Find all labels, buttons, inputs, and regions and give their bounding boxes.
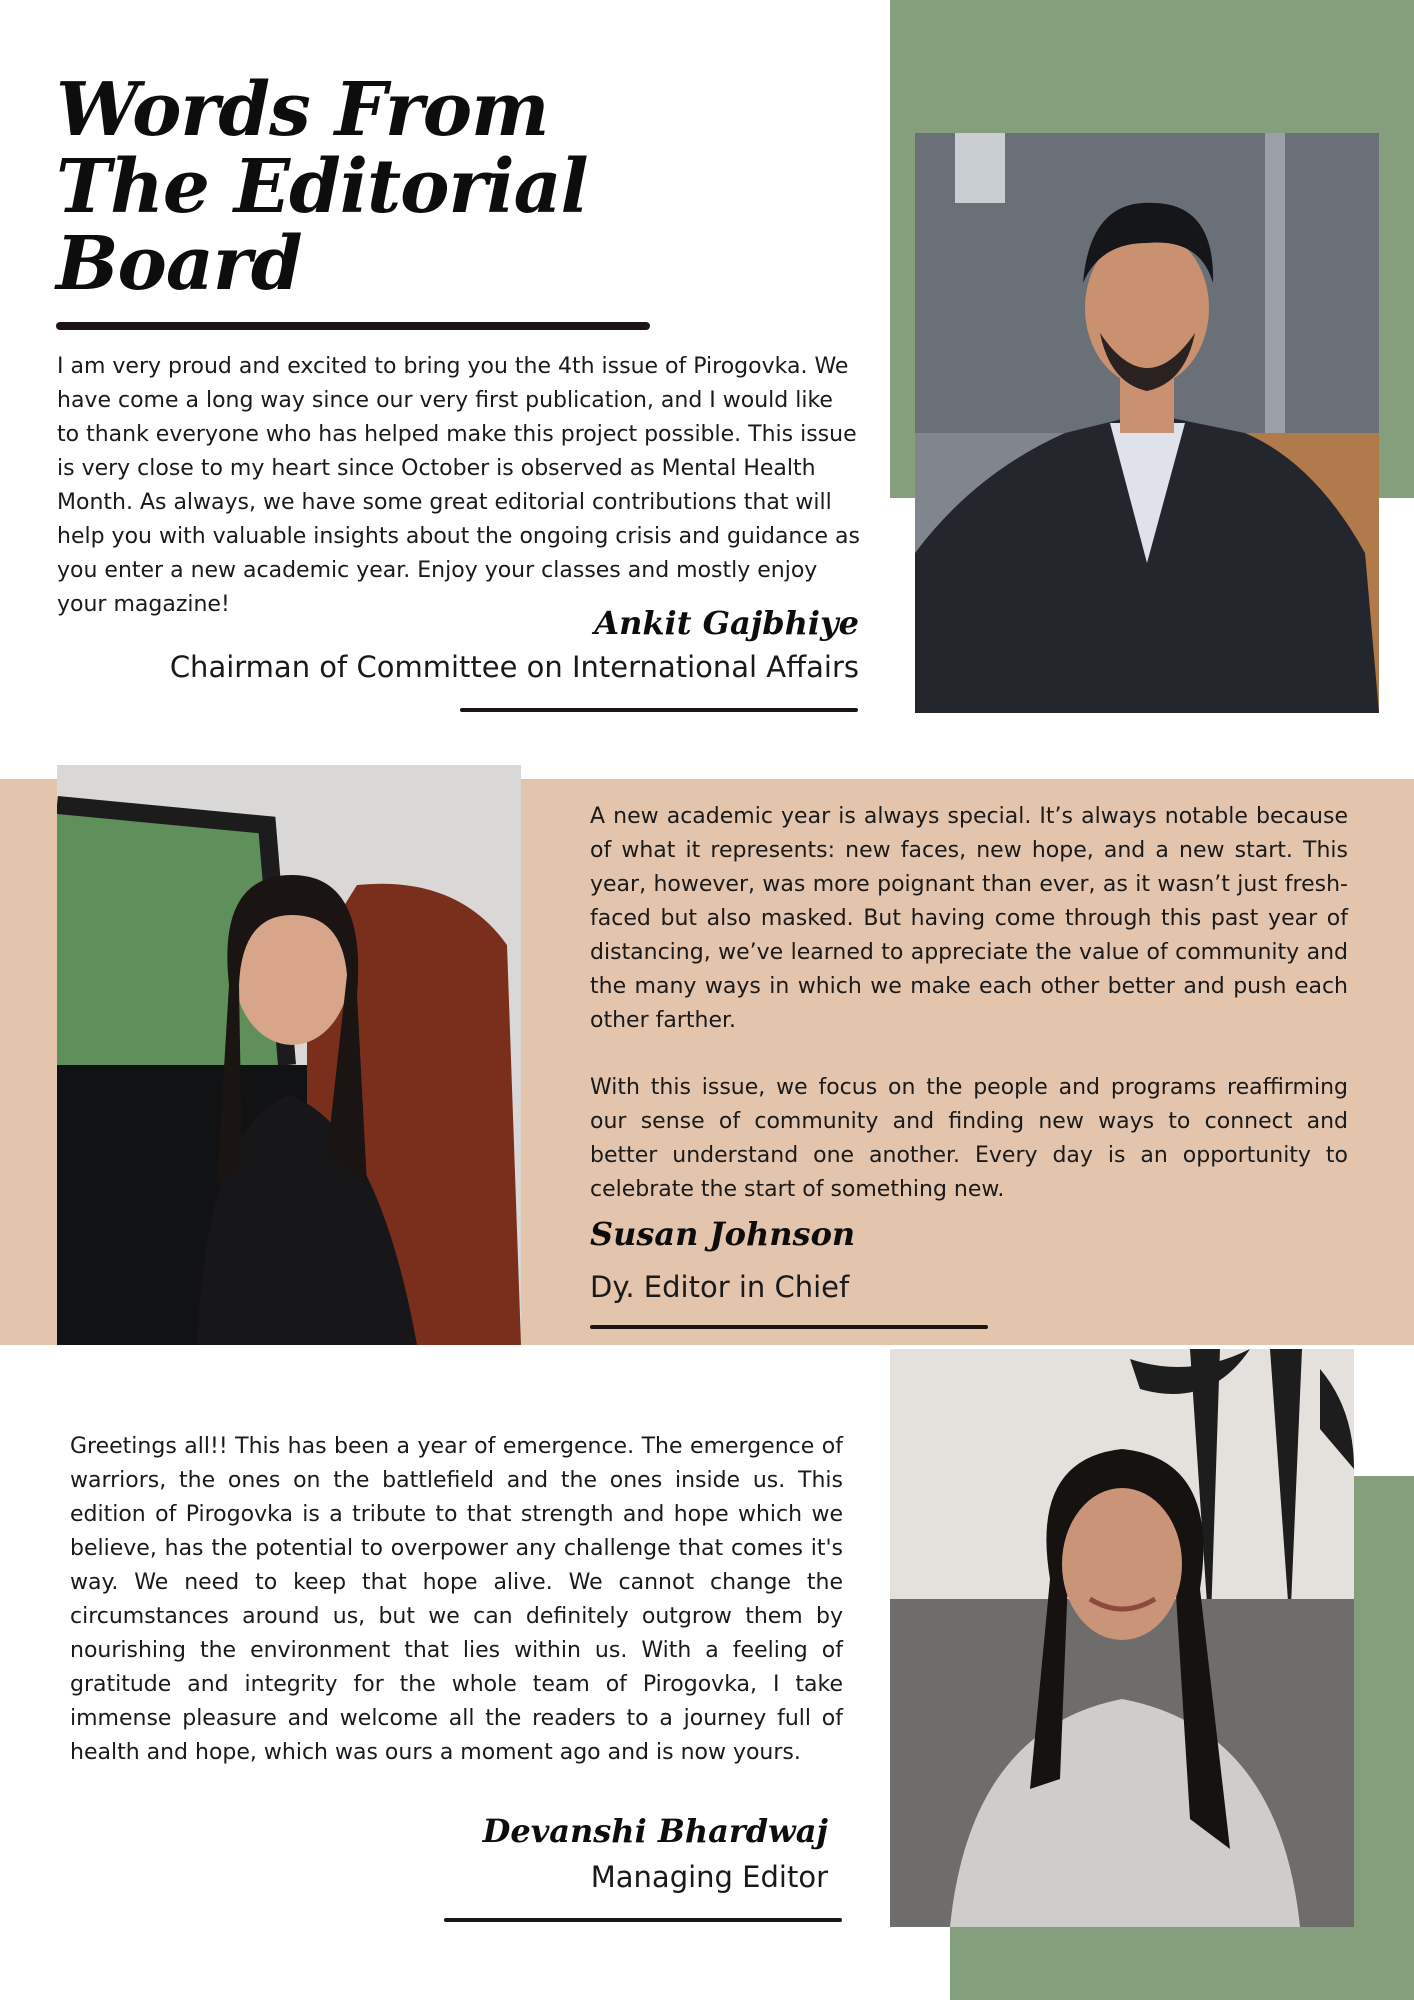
section-1-paragraph: I am very proud and excited to bring you the 4th issue of Pirogovka. We have come a long way since our very first publication, and I would like to thank everyone who has helped make this project possible. This issue is very close to my heart since October is observed as Mental Health Month. As always, we have some great editorial contributions that will help you with valuable insights about the ongoing crisis and guidance as you enter a new academic year. Enjoy your classes and mostly enjoy your magazine! — [57, 354, 860, 617]
title-line: Board — [56, 221, 302, 307]
title-line: The Editorial — [56, 144, 588, 230]
title-line: Words From — [56, 67, 549, 153]
section-3-author-name: Devanshi Bhardwaj — [482, 1812, 828, 1850]
section-2-paragraph-2: With this issue, we focus on the people and programs reaffirming our sense of community and finding new ways to connect and better understand one another. Every day is an opportunity to celebrate the start of something new. — [590, 1075, 1348, 1202]
page-title — [56, 67, 696, 307]
section-3-author-role: Managing Editor — [590, 1860, 828, 1894]
section-2-paragraph-1: A new academic year is always special. It’s always notable because of what it represents: new faces, new hope, and a new start. This year, however, was more poignant than ever, as it wasn’t just fresh-faced but also masked. But having come through this past year of distancing, we’ve learned to appreciate the value of community and the many ways in which we make each other better and push each other farther. — [590, 804, 1348, 1033]
portrait-photo-susan — [57, 765, 521, 1345]
section-3-divider — [444, 1918, 842, 1922]
section-2-author-role: Dy. Editor in Chief — [590, 1270, 850, 1304]
portrait-photo-devanshi — [890, 1349, 1354, 1927]
section-2-divider — [590, 1325, 988, 1329]
section-3-paragraph: Greetings all!! This has been a year of emergence. The emergence of warriors, the ones on the battlefield and the ones inside us. This edition of Pirogovka is a tribute to that strength and hope which we believe, has the potential to overpower any challenge that comes it's way. We need to keep that hope alive. We cannot change the circumstances around us, but we can definitely outgrow them by nourishing the environment that lies within us. With a feeling of gratitude and integrity for the whole team of Pirogovka, I take immense pleasure and welcome all the readers to a journey full of health and hope, which was ours a moment ago and is now yours. — [70, 1434, 843, 1765]
section-1-divider — [460, 708, 858, 712]
section-1-author-role: Chairman of Committee on International Affairs — [169, 650, 859, 684]
section-2-author-name: Susan Johnson — [590, 1215, 856, 1253]
title-underline — [56, 322, 650, 330]
portrait-photo-ankit — [915, 133, 1379, 713]
section-1-author-name: Ankit Gajbhiye — [594, 604, 859, 642]
